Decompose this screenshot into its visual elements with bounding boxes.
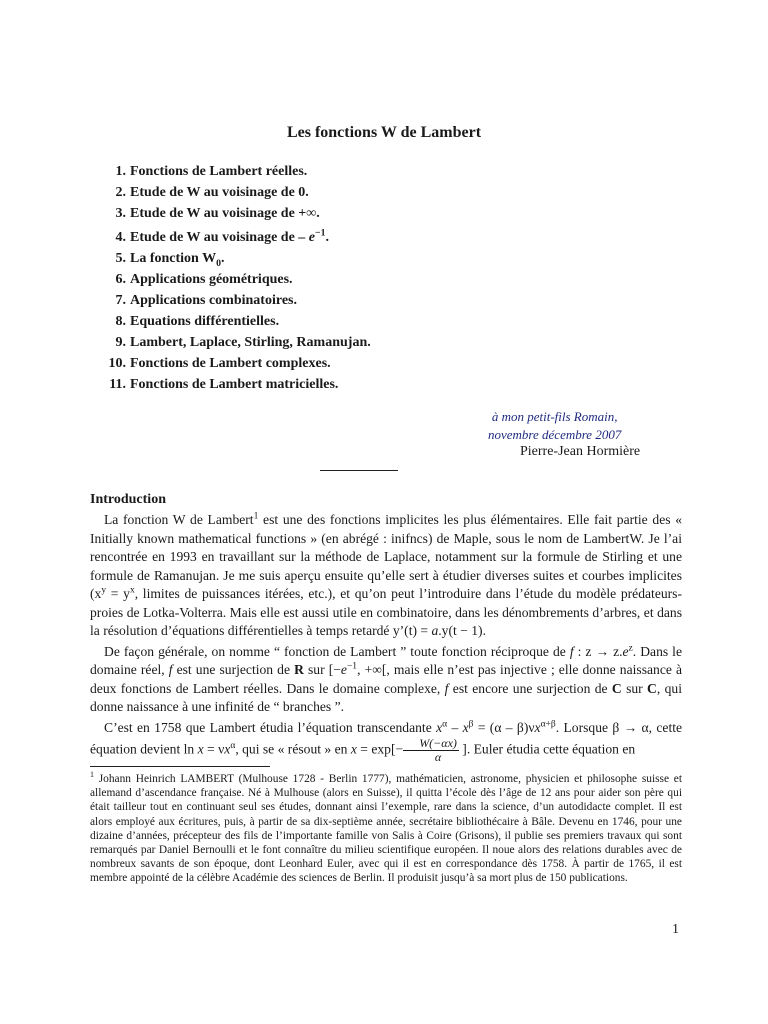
- math-var: x: [224, 741, 231, 757]
- math-set: C: [647, 680, 657, 696]
- toc-number: 6.: [115, 272, 126, 287]
- math-var: e: [340, 662, 347, 677]
- toc-label: Etude de W au voisinage de +∞.: [130, 206, 320, 221]
- footnote-text: Johann Heinrich LAMBERT (Mulhouse 1728 - Berlin 1777), mathématicien, astronome, physicien et philosophe suisse et allemand d’ascendance française. Né à Mulhouse (alors en Suisse), il quitta l’école dès l’âge de 12 ans pour aider son père qui était tailleur tout en continuant seul ses études, donnant ainsi l’exemple, rare dans la science, d’un autodidacte complet. Il est alors employé aux écritures, puis, à partir de sa dix-septième année, secrétaire bibliothécaire à Bâle. Devenu en 1746, pour une dizaine d’années, précepteur des fils de l’importante famille von Salis à Coire (Grisons), il publie ses premiers travaux qui sont remarqués par Daniel Bernoulli et le font connaître du milieu scientifique européen. Il noue alors des relations durables avec de nombreux savants de son époque, dont Leonhard Euler, avec qui il est en correspondance dès 1758. À partir de 1765, il est membre appointé de la célèbre Académie des sciences de Berlin. Il produisit jusqu’à sa mort plus de 150 publications.: [90, 773, 682, 885]
- text-run: , qui donne naissance à une infinité de “ branches ”.: [90, 680, 682, 714]
- toc-label: Applications géométriques.: [130, 272, 293, 287]
- toc-number: 7.: [115, 293, 126, 308]
- dedication-line: novembre décembre 2007: [488, 427, 622, 442]
- math-var: f: [444, 680, 449, 696]
- math-sup: β: [468, 718, 474, 729]
- math-var: e: [622, 643, 629, 659]
- math-sup: y: [101, 585, 107, 596]
- text-run: , limites de puissances itérées, etc.), et qu’on peut l’introduire dans l’étude du modèle prédateurs-proies de Lotka-Volterra. Mais elle est aussi utile en combinatoire, dans les dénombrements d’arbres, et dans la résolution d’équations différentielles à temps retardé y’(t) =: [90, 586, 682, 638]
- text-run: La fonction W de Lambert: [104, 512, 254, 527]
- toc-item: [106, 206, 371, 222]
- dedication: [488, 408, 621, 444]
- fraction-numerator: W(−αx): [403, 737, 459, 751]
- footnote: [90, 772, 682, 886]
- text-run: , +∞[, mais elle n’est pas injective ; elle donne naissance à deux fonctions de Lambert réelles. Dans le domaine complexe,: [90, 662, 682, 696]
- document-title: Les fonctions W de Lambert: [286, 124, 482, 141]
- toc-number: 9.: [115, 335, 126, 350]
- text-run: : z → z.: [573, 643, 623, 659]
- math-set: C: [611, 680, 622, 696]
- text-run: , qui se « résout » en: [235, 741, 351, 757]
- math-set: R: [294, 662, 304, 677]
- fraction-denominator: α: [434, 750, 442, 764]
- toc-item: [106, 272, 371, 288]
- toc-label: .: [325, 230, 329, 245]
- math-sup: α: [442, 718, 448, 729]
- toc-label: Fonctions de Lambert complexes.: [130, 356, 331, 371]
- text-run: = ν: [203, 741, 225, 757]
- toc-item: [106, 314, 371, 330]
- dedication-line: à mon petit-fils Romain,: [491, 409, 618, 424]
- toc-math: −1: [315, 227, 326, 239]
- fraction: [403, 737, 459, 764]
- toc-math: 0: [216, 257, 221, 269]
- paragraph: [90, 643, 682, 717]
- text-run: . Dans le domaine réel,: [90, 643, 682, 677]
- toc-math: e: [308, 230, 316, 245]
- page-number: 1: [672, 922, 679, 937]
- introduction-body: [90, 511, 682, 764]
- toc-label: Etude de W au voisinage de –: [130, 230, 309, 245]
- toc-label: Fonctions de Lambert matricielles.: [130, 377, 339, 392]
- footnote-rule: [90, 766, 270, 767]
- toc-item: [106, 251, 371, 267]
- toc-label: Equations différentielles.: [130, 314, 280, 329]
- text-run: = (α – β)ν: [473, 719, 535, 735]
- toc-item: [106, 335, 371, 351]
- text-run: . Lorsque β → α, cette équation devient ln: [90, 719, 683, 757]
- text-run: sur: [621, 680, 648, 696]
- toc-item: [106, 185, 371, 201]
- divider: [320, 470, 398, 471]
- math-sup: z: [628, 642, 633, 653]
- paragraph: [90, 511, 682, 641]
- math-var: x: [534, 719, 541, 735]
- toc-label: .: [221, 251, 225, 266]
- toc-label: Fonctions de Lambert réelles.: [130, 164, 308, 179]
- toc-number: 3.: [115, 206, 126, 221]
- text-run: sur [−: [303, 662, 341, 677]
- text-run: .y(t − 1).: [438, 623, 486, 638]
- toc-item: [106, 164, 371, 180]
- table-of-contents: [106, 164, 371, 398]
- toc-number: 5.: [115, 251, 126, 266]
- text-run: est une des fonctions implicites les plus élémentaires. Elle fait partie des « Initially known mathematical functions » (en abrégé : inifncs) de Maple, sous le nom de LambertW. Je l’ai rencontrée en 1993 en travaillant sur la méthode de Laplace, notamment sur la formule de Stirling et une formule de Ramanujan. Je me suis aperçu ensuite qu’elle sert à étudier diverses suites et courbes implicites (x: [90, 512, 682, 601]
- math-var: x: [350, 741, 357, 757]
- toc-number: 2.: [115, 185, 126, 200]
- toc-item: [106, 293, 371, 309]
- toc-number: 1.: [115, 164, 126, 179]
- toc-number: 11.: [109, 377, 126, 392]
- math-var: x: [436, 719, 443, 735]
- text-run: De façon générale, on nomme “ fonction de Lambert ” toute fonction réciproque de: [104, 643, 570, 659]
- text-run: C’est en 1758 que Lambert étudia l’équation transcendante: [104, 719, 437, 735]
- section-heading: Introduction: [90, 492, 166, 507]
- toc-label: Applications combinatoires.: [130, 293, 297, 308]
- text-run: est encore une surjection de: [448, 680, 612, 696]
- text-run: = exp[−: [356, 741, 404, 757]
- toc-item: [106, 377, 371, 393]
- math-var: x: [462, 719, 469, 735]
- toc-label: La fonction W: [130, 251, 217, 266]
- toc-number: 10.: [108, 356, 126, 371]
- toc-label: Lambert, Laplace, Stirling, Ramanujan.: [130, 335, 371, 350]
- math-sup: x: [129, 585, 135, 596]
- footnote-marker: 1: [90, 770, 94, 780]
- text-run: = y: [106, 586, 130, 601]
- author-name: Pierre-Jean Hormière: [520, 444, 641, 459]
- toc-item: [106, 227, 371, 246]
- paragraph: [90, 719, 682, 765]
- math-var: f: [168, 662, 173, 677]
- text-run: –: [447, 719, 463, 735]
- math-sup: −1: [346, 661, 358, 672]
- toc-number: 8.: [115, 314, 126, 329]
- math-sup: α: [230, 741, 236, 752]
- math-sup: α+β: [540, 718, 556, 729]
- math-var: a: [431, 623, 439, 638]
- math-var: f: [569, 643, 574, 659]
- toc-label: Etude de W au voisinage de 0.: [130, 185, 309, 200]
- math-var: x: [197, 741, 204, 757]
- toc-number: 4.: [115, 230, 126, 245]
- toc-item: [106, 356, 371, 372]
- footnote-marker: 1: [253, 511, 259, 522]
- text-run: est une surjection de: [172, 662, 295, 677]
- text-run: ]. Euler étudia cette équation en: [458, 741, 636, 757]
